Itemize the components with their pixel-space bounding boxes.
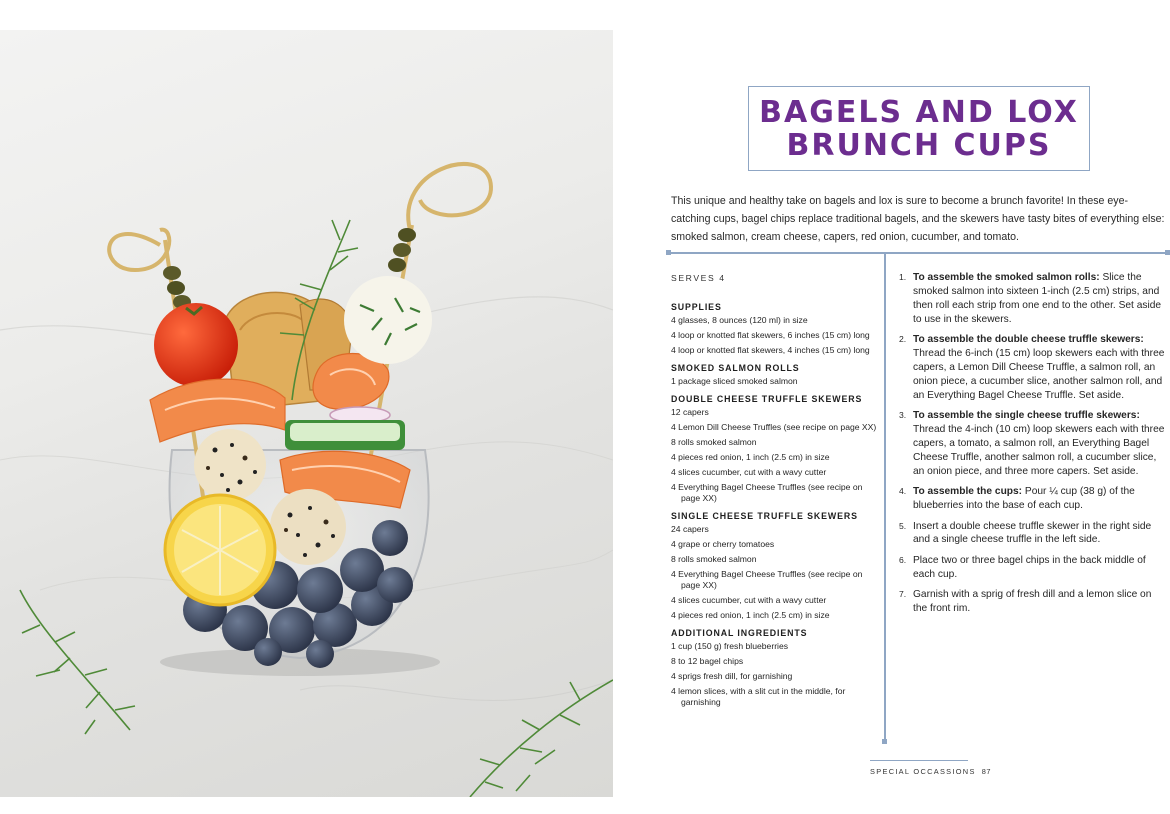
step-text: Thread the 6-inch (15 cm) loop skewers each with three capers, a Lemon Dill Cheese Truffle, a salmon roll, an onion piece, a cucumber slice, another salmon roll, and an Everything Bagel Cheese Truffle. Set aside. <box>913 348 1165 401</box>
tomato <box>154 303 238 387</box>
step-text: Slice the smoked salmon into sixteen 1-inch (2.5 cm) strips, and then roll each strip from one end to the other. Set aside to use in the skewers. <box>913 272 1162 325</box>
step-number: 1. <box>899 272 907 282</box>
ingredient-item: 4 glasses, 8 ounces (120 ml) in size <box>671 315 808 325</box>
page-footer <box>870 767 991 776</box>
ingredients-column <box>671 273 879 712</box>
step-lead: To assemble the smoked salmon rolls: <box>913 272 1100 283</box>
step-text: Thread the 4-inch (10 cm) loop skewers each with three capers, a tomato, a salmon roll, an Everything Bagel Cheese Truffle, another salmon roll, a cucumber slice, an onion piece, and three more capers. Set aside. <box>913 424 1165 477</box>
recipe-title-line-1: BAGELS AND LOX <box>759 94 1079 130</box>
ingredient-section-heading: SINGLE CHEESE TRUFFLE SKEWERS <box>671 511 858 521</box>
step-text: Place two or three bagel chips in the back middle of each cup. <box>913 554 1146 580</box>
ingredient-item: 8 to 12 bagel chips <box>671 656 744 666</box>
photo-illustration <box>0 30 613 797</box>
step-lead: To assemble the single cheese truffle skewers: <box>913 410 1140 422</box>
ingredient-item: 8 rolls smoked salmon <box>671 437 757 447</box>
step-lead: To assemble the double cheese truffle skewers: <box>913 334 1144 346</box>
ingredient-item: 4 loop or knotted flat skewers, 6 inches (15 cm) long <box>671 330 870 340</box>
ingredient-item: 4 sprigs fresh dill, for garnishing <box>671 671 793 681</box>
ingredient-sections <box>671 302 879 708</box>
divider-dot <box>666 250 671 255</box>
ingredient-item: 4 lemon slices, with a slit cut in the middle, for garnishing <box>671 686 846 707</box>
divider-dot <box>882 739 887 744</box>
ingredient-item: 4 Everything Bagel Cheese Truffles (see recipe on page XX) <box>671 569 863 590</box>
everything-truffle-2 <box>270 489 346 565</box>
lemon-slice <box>165 495 275 605</box>
recipe-title-box <box>748 86 1090 171</box>
ingredient-section-heading: SMOKED SALMON ROLLS <box>671 363 800 373</box>
step-number: 3. <box>899 410 907 421</box>
ingredient-item: 8 rolls smoked salmon <box>671 554 757 564</box>
instruction-step <box>899 520 1165 548</box>
ingredient-item: 12 capers <box>671 407 709 417</box>
ingredient-item: 1 cup (150 g) fresh blueberries <box>671 641 789 651</box>
horizontal-divider <box>668 252 1168 254</box>
ingredient-item: 4 pieces red onion, 1 inch (2.5 cm) in size <box>671 610 830 620</box>
step-text: Garnish with a sprig of fresh dill and a lemon slice on the front rim. <box>913 589 1152 615</box>
instruction-step <box>899 485 1165 513</box>
step-text: Insert a double cheese truffle skewer in the right side and a single cheese truffle in the left side. <box>913 520 1152 546</box>
recipe-photo <box>0 30 613 797</box>
instruction-step <box>899 588 1165 616</box>
ingredient-section-heading: ADDITIONAL INGREDIENTS <box>671 628 808 638</box>
recipe-intro: This unique and healthy take on bagels and lox is sure to become a brunch favorite! In these eye-catching cups, bagel chips replace traditional bagels, and the skewers have tasty bites of everything else: smoked salmon, cream cheese, capers, red onion, cucumber, and tomato. <box>671 195 1165 243</box>
ingredient-item: 4 pieces red onion, 1 inch (2.5 cm) in size <box>671 452 830 462</box>
vertical-divider <box>884 252 886 742</box>
footer-section-name: SPECIAL OCCASSIONS <box>870 767 976 776</box>
page-number: 87 <box>981 767 992 776</box>
step-number: 5. <box>899 520 907 531</box>
step-lead: To assemble the cups: <box>913 486 1023 498</box>
ingredient-item: 4 Lemon Dill Cheese Truffles (see recipe on page XX) <box>671 422 877 432</box>
ingredient-item: 24 capers <box>671 524 709 534</box>
step-number: 4. <box>899 486 907 497</box>
recipe-title-line-2: BRUNCH CUPS <box>786 127 1052 163</box>
lemon-dill-truffle <box>344 276 432 364</box>
ingredient-section-heading: DOUBLE CHEESE TRUFFLE SKEWERS <box>671 394 863 404</box>
instruction-step <box>899 271 1165 327</box>
ingredient-item: 4 grape or cherry tomatoes <box>671 539 775 549</box>
ingredient-item: 4 slices cucumber, cut with a wavy cutter <box>671 467 827 477</box>
instruction-step <box>899 554 1165 582</box>
divider-dot <box>1165 250 1170 255</box>
instruction-step <box>899 333 1165 403</box>
ingredient-item: 4 slices cucumber, cut with a wavy cutter <box>671 595 827 605</box>
ingredient-item: 4 Everything Bagel Cheese Truffles (see recipe on page XX) <box>671 482 863 503</box>
footer-divider <box>870 760 968 761</box>
ingredient-section-heading: SUPPLIES <box>671 302 722 312</box>
ingredient-item: 1 package sliced smoked salmon <box>671 376 798 386</box>
ingredient-item: 4 loop or knotted flat skewers, 4 inches (15 cm) long <box>671 345 870 355</box>
instructions-list <box>899 271 1165 622</box>
instruction-step <box>899 409 1165 479</box>
step-number: 2. <box>899 334 907 345</box>
everything-truffle-1 <box>194 429 266 501</box>
step-number: 6. <box>899 554 907 565</box>
serves-label: SERVES 4 <box>671 273 726 283</box>
step-number: 7. <box>899 589 907 600</box>
step-text: Pour ¼ cup (38 g) of the blueberries into the base of each cup. <box>913 486 1135 512</box>
